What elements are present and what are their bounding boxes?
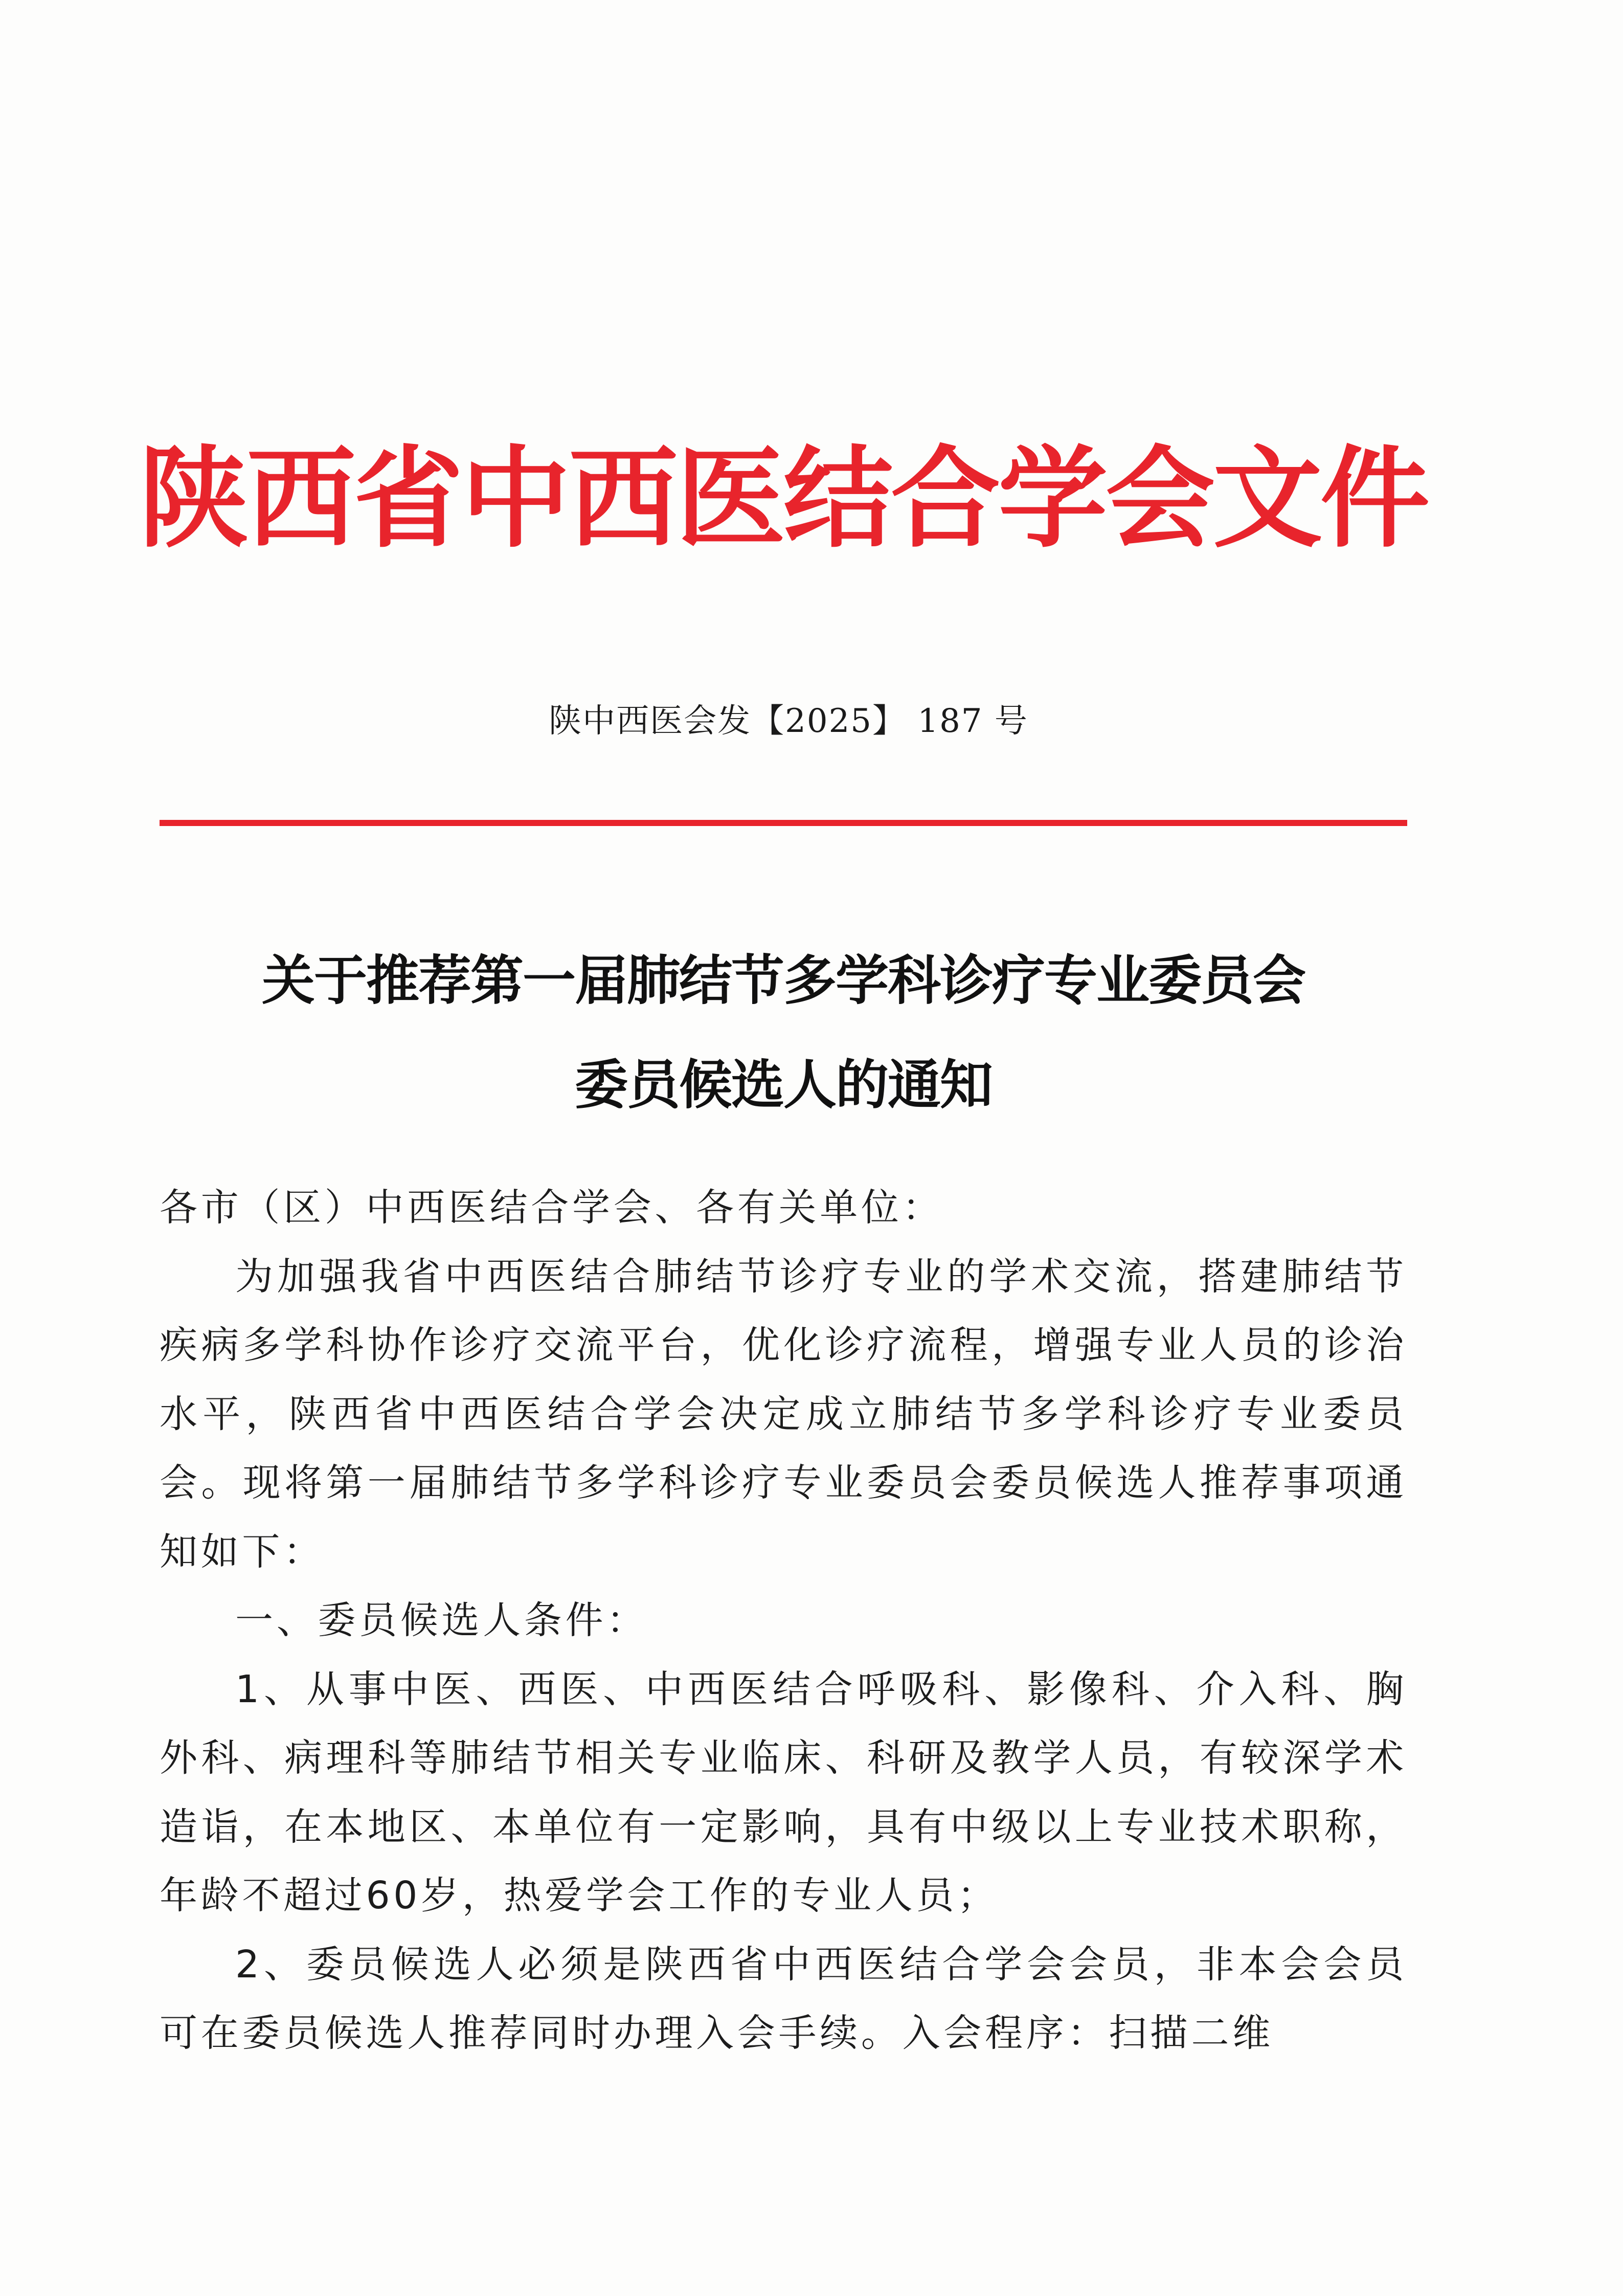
section-heading-candidate-conditions: 一、委员候选人条件： <box>235 1598 648 1642</box>
document-body <box>160 1173 1407 2068</box>
condition-item-2: 2、委员候选人必须是陕西省中西医结合学会会员，非本会会员可在委员候选人推荐同时办理入会手续。入会程序：扫描二维 <box>160 1942 1407 2055</box>
salutation: 各市（区）中西医结合学会、各有关单位： <box>160 1186 944 1230</box>
letterhead-title: 陕西省中西医结合学会文件 <box>139 434 1428 563</box>
letterhead-red-divider <box>160 820 1407 826</box>
condition-item-1: 1、从事中医、西医、中西医结合呼吸科、影像科、介入科、胸外科、病理科等肺结节相关专业临床、科研及教学人员，有较深学术造诣，在本地区、本单位有一定影响，具有中级以上专业技术职称，年龄不超过60岁，热爱学会工作的专业人员； <box>160 1667 1407 1918</box>
document-number: 陕中西医会发【2025】 187 号 <box>549 702 1028 740</box>
document-title-line-2: 委员候选人的通知 <box>574 1053 992 1116</box>
document-title-line-1: 关于推荐第一届肺结节多学科诊疗专业委员会 <box>261 949 1305 1012</box>
document-title <box>160 928 1407 1137</box>
intro-paragraph: 为加强我省中西医结合肺结节诊疗专业的学术交流，搭建肺结节疾病多学科协作诊疗交流平台，优化诊疗流程，增强专业人员的诊治水平，陕西省中西医结合学会决定成立肺结节多学科诊疗专业委员会。现将第一届肺结节多学科诊疗专业委员会委员候选人推荐事项通知如下： <box>160 1254 1407 1574</box>
